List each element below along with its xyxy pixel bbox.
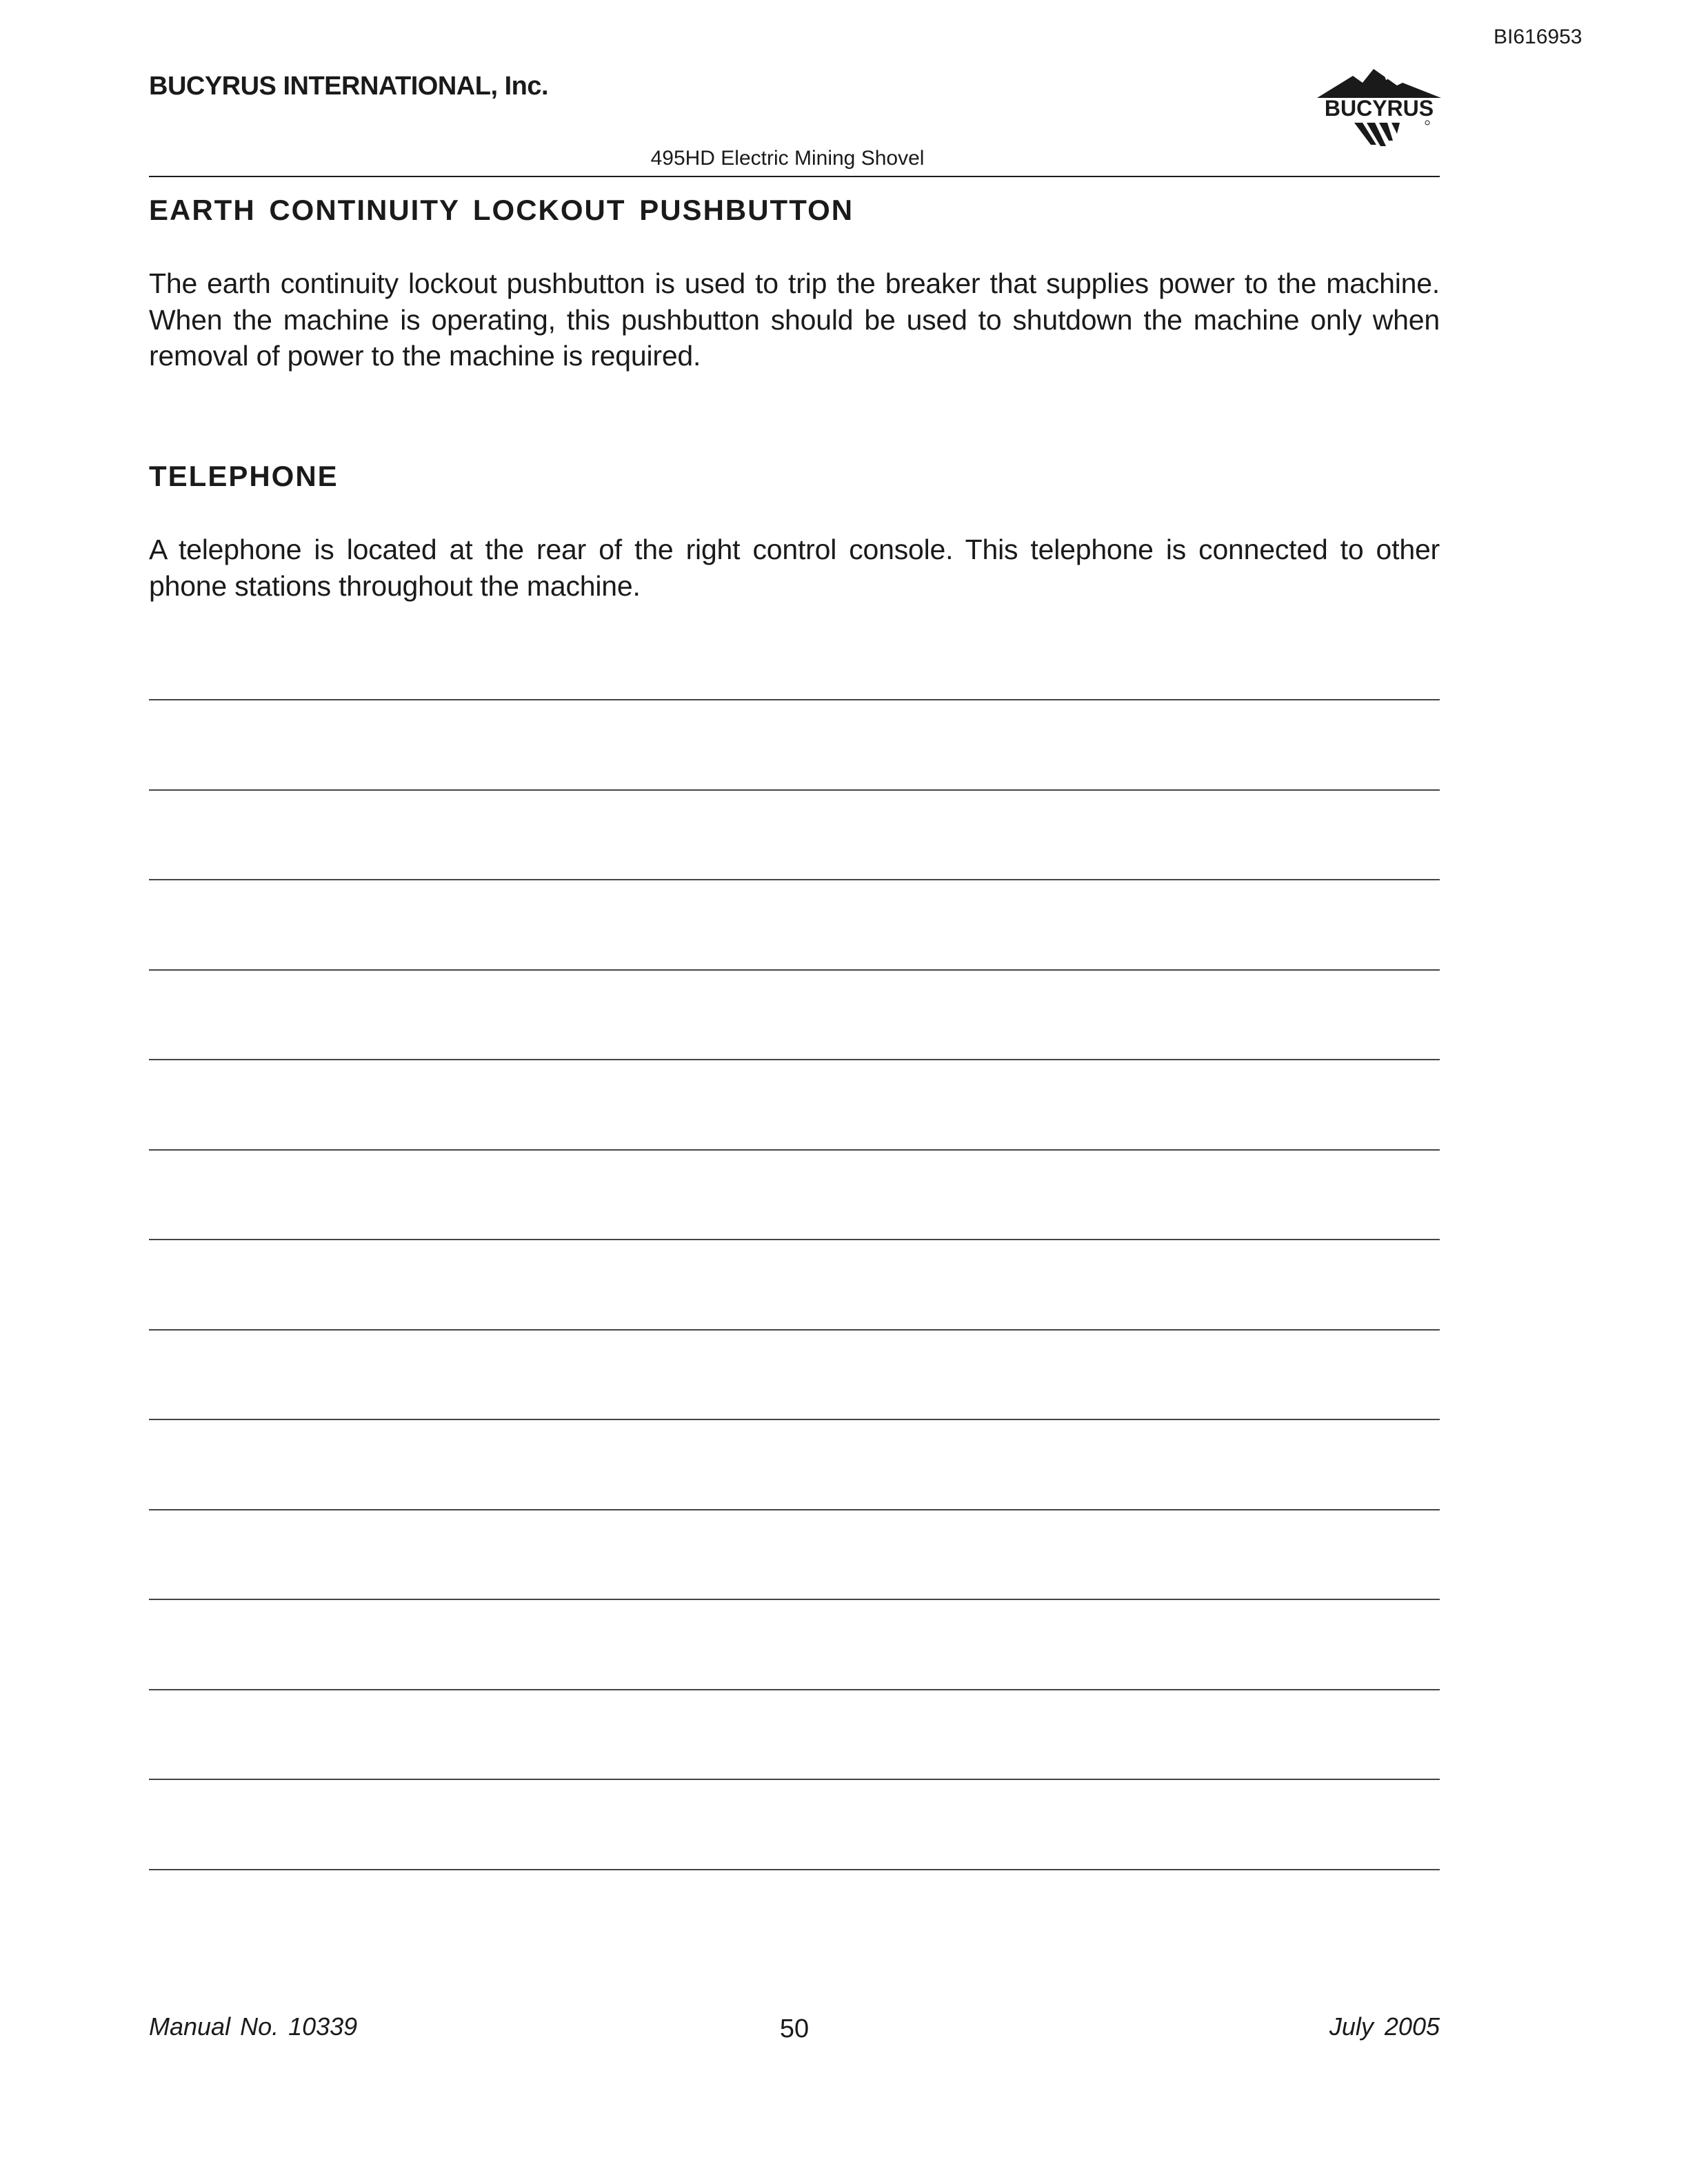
bucyrus-logo [1317,69,1441,152]
note-line [149,880,1440,971]
company-name: BUCYRUS INTERNATIONAL, Inc. [149,72,549,101]
note-line [149,1420,1440,1510]
note-line [149,1060,1440,1151]
note-line [149,1690,1440,1781]
note-line [149,1331,1440,1421]
note-line [149,1240,1440,1331]
publication-date: July 2005 [1329,2012,1440,2041]
section-body-earth-continuity: The earth continuity lockout pushbutton is used to trip the breaker that supplies power to the machine. When the machine is operating, this pushbutton should be used to shutdown the machine only when removal of power to the machine is required. [149,267,1440,372]
note-line [149,700,1440,791]
section-heading-telephone: TELEPHONE [149,460,339,492]
note-line [149,1151,1440,1241]
manual-number: Manual No. 10339 [149,2012,358,2041]
note-line [149,1510,1440,1601]
logo-wordmark: BUCYRUS [1324,96,1434,121]
page-number: 50 [779,2014,810,2043]
note-line [149,791,1440,881]
section-heading-earth-continuity: EARTH CONTINUITY LOCKOUT PUSHBUTTON [149,194,854,226]
document-id: BI616953 [1494,26,1582,48]
header-divider [149,176,1440,177]
note-line [149,971,1440,1061]
notes-lines [149,699,1440,1870]
section-body-telephone: A telephone is located at the rear of the right control console. This telephone is connected to other phone stations throughout the machine. [149,534,1440,602]
note-line [149,1780,1440,1870]
document-subtitle: 495HD Electric Mining Shovel [650,147,925,170]
note-line [149,1600,1440,1690]
